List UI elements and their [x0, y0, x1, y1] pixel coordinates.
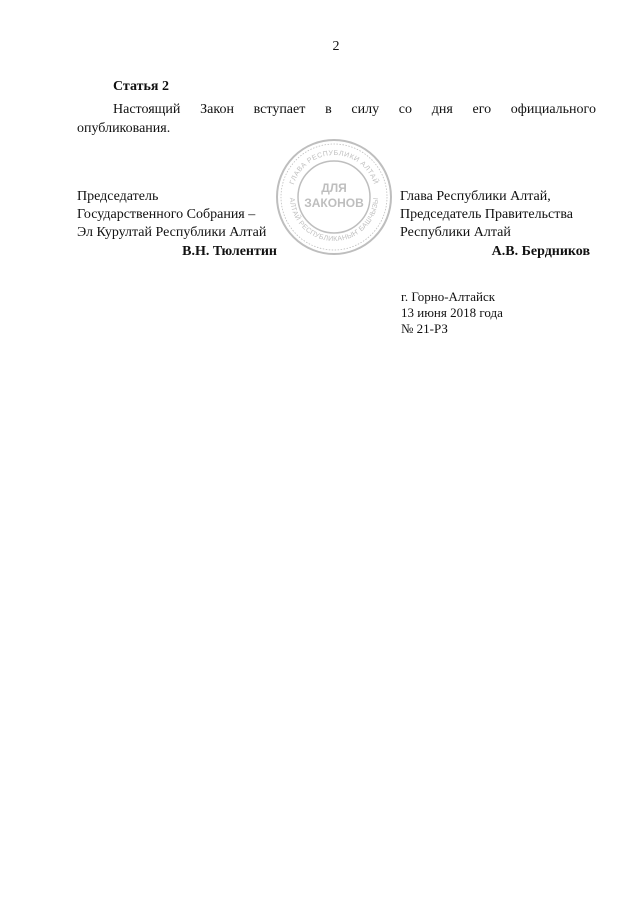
signature-right-title-line2: Председатель Правительства [400, 207, 573, 222]
place-date-number-block [401, 289, 503, 337]
article-heading: Статья 2 [113, 79, 169, 94]
body-word: его [472, 102, 492, 117]
signature-left-title-line1: Председатель [77, 189, 159, 204]
signature-left-name: В.Н. Тюлентин [182, 244, 277, 259]
signature-right-title-line3: Республики Алтай [400, 225, 511, 240]
article-body [77, 101, 596, 138]
page-number: 2 [332, 39, 340, 54]
law-number: № 21-РЗ [401, 321, 448, 336]
signature-block-right [400, 188, 590, 261]
body-word: в [325, 102, 332, 117]
body-word: со [398, 102, 413, 117]
signature-left-title-line2: Государственного Собрания – [77, 207, 256, 222]
body-word: официального [510, 102, 596, 117]
body-word: Настоящий [113, 102, 181, 117]
stamp-ring-top-text: ГЛАВА РЕСПУБЛИКИ АЛТАЙ [289, 149, 379, 186]
signature-left-title-line3: Эл Курултай Республики Алтай [77, 225, 267, 240]
body-word: силу [351, 102, 380, 117]
stamp-center-line2: ЗАКОНОВ [304, 196, 364, 210]
body-word: дня [431, 102, 453, 117]
signature-block-left [77, 188, 277, 261]
article-body-line2: опубликования. [77, 121, 171, 136]
body-word: Закон [200, 102, 234, 117]
stamp-center-line1: ДЛЯ [321, 181, 347, 195]
official-stamp [274, 137, 394, 257]
signature-right-name: А.В. Бердников [491, 244, 590, 259]
signature-right-title-line1: Глава Республики Алтай, [400, 189, 551, 204]
place-date: 13 июня 2018 года [401, 305, 503, 320]
stamp-ring-bottom-text: АЛТАЙ РЕСПУБЛИКАНЫҤ БАШЧЫЗЫ [287, 197, 381, 244]
article-body-line1 [77, 101, 596, 119]
body-word: вступает [253, 102, 306, 117]
place-city: г. Горно-Алтайск [401, 289, 496, 304]
